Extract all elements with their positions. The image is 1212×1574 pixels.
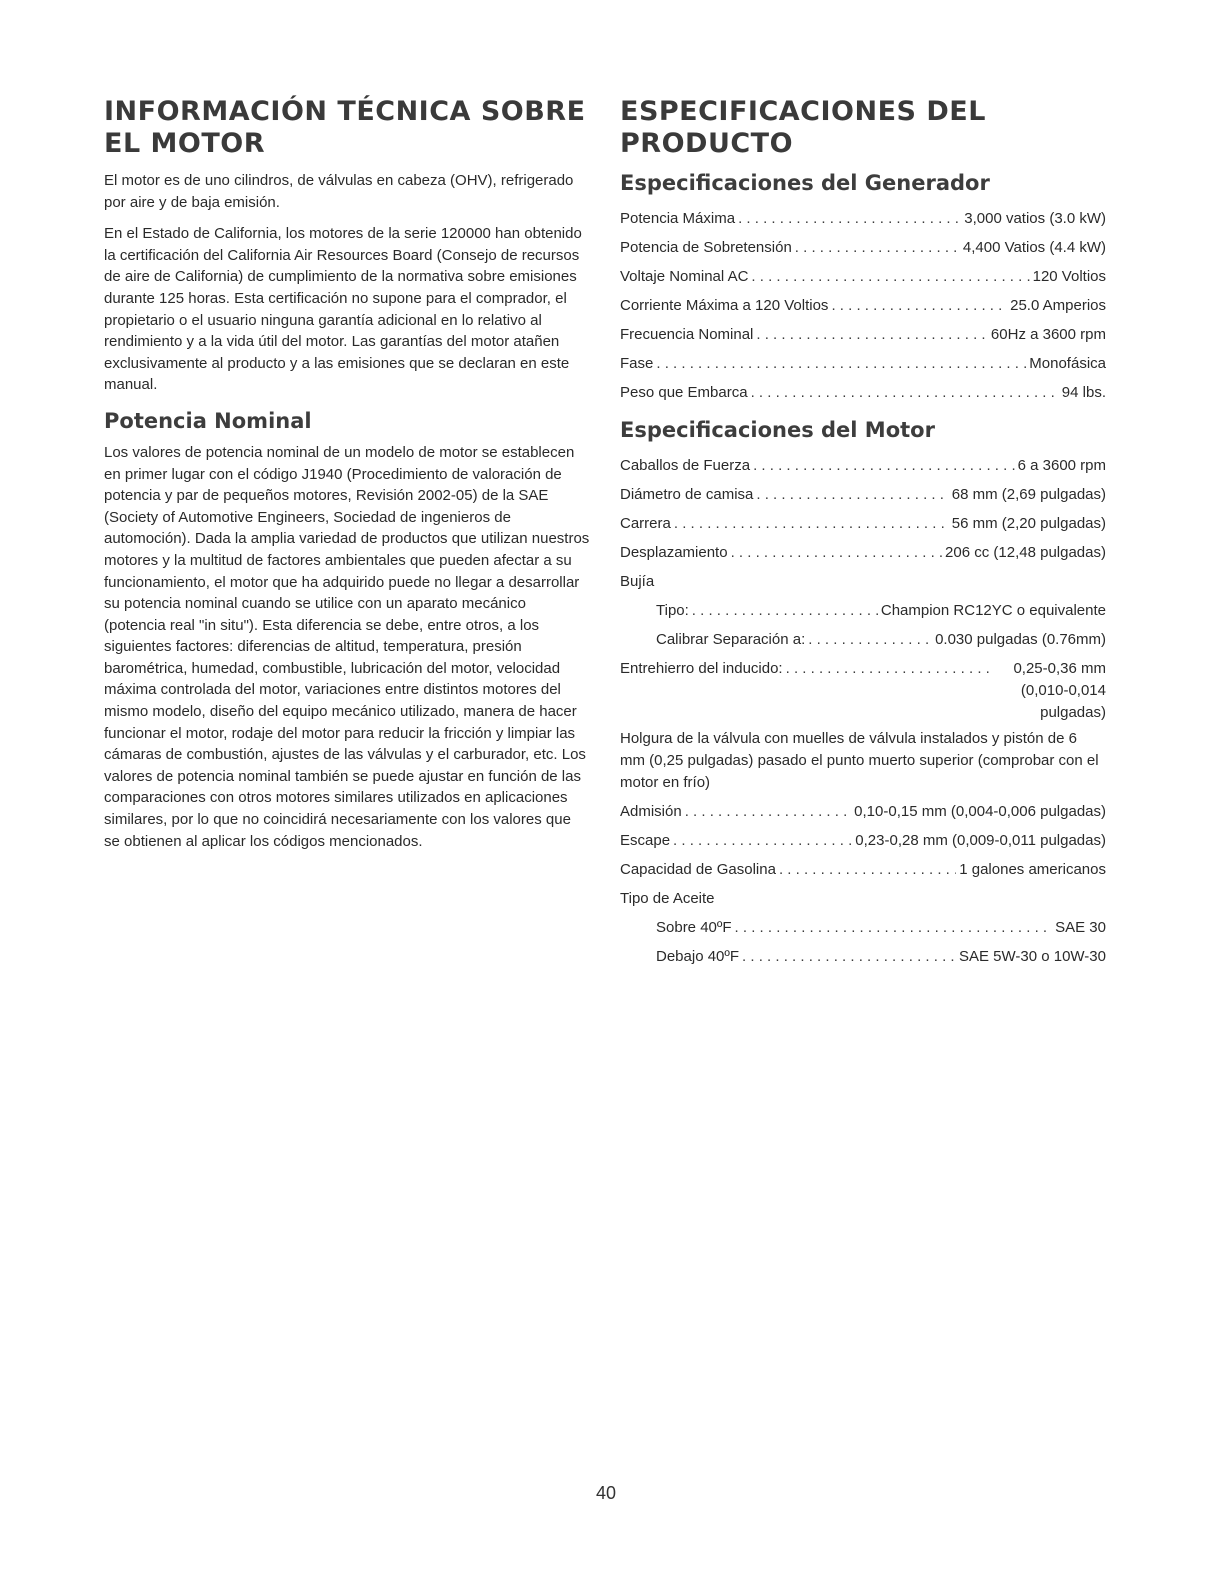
spec-row xyxy=(620,509,1106,538)
spec-value: 6 a 3600 rpm xyxy=(1017,457,1106,474)
spec-row xyxy=(620,451,1106,480)
nominal-power-title: Potencia Nominal xyxy=(104,408,312,433)
spec-row xyxy=(620,797,1106,826)
motor-specs-title: Especificaciones del Motor xyxy=(620,418,935,442)
california-certification-paragraph: En el Estado de California, los motores de la serie 120000 han obtenido la certificación del California Air Resources Board (Consejo de recursos de aire de California) de cumplimiento de la normativa sobre emisiones durante 125 horas. Esta certificación no supone para el comprador, el propietario o el usuario ninguna garantía adicional en lo relativo al rendimiento y a la vida útil del motor. Las garantías del motor atañen exclusivamente al producto y a las emisiones que se declaran en este manual. xyxy=(104,225,582,394)
engine-info-title: INFORMACIÓN TÉCNICA SOBRE EL MOTOR xyxy=(104,96,586,159)
spec-value: 4,400 Vatios (4.4 kW) xyxy=(962,239,1106,256)
spec-row-armature-gap xyxy=(620,654,1106,724)
spec-value: 60Hz a 3600 rpm xyxy=(990,326,1106,343)
product-specs-title: ESPECIFICACIONES DEL PRODUCTO xyxy=(620,96,986,159)
spec-row xyxy=(620,291,1106,320)
spec-row xyxy=(620,538,1106,567)
spec-row xyxy=(620,480,1106,509)
spec-label: Carrera xyxy=(620,515,671,532)
spec-label: Diámetro de camisa xyxy=(620,486,754,503)
spec-value: 0,25-0,36 mm (0,010-0,014 pulgadas) xyxy=(1013,660,1106,721)
spec-label: Desplazamiento xyxy=(620,544,728,561)
spec-label: Corriente Máxima a 120 Voltios xyxy=(620,297,829,314)
spec-label: Capacidad de Gasolina xyxy=(620,861,776,878)
spec-row xyxy=(620,625,1106,654)
oil-type-label: Tipo de Aceite xyxy=(620,890,715,907)
spec-label: Admisión xyxy=(620,803,682,820)
valve-clearance-note: Holgura de la válvula con muelles de válvula instalados y pistón de 6 mm (0,25 pulgadas) pasado el punto muerto superior (comprobar con el motor en frío) xyxy=(620,730,1099,791)
nominal-power-paragraph: Los valores de potencia nominal de un modelo de motor se establecen en primer lugar con el código J1940 (Procedimiento de valoración de potencia y par de pequeños motores, Revisión 2002-05) de la SAE (Society of Automotive Engineers, Sociedad de ingenieros de automoción). Dada la amplia variedad de productos que utilizan nuestros motores y la multitud de factores ambientales que pueden afectar a su funcionamiento, el motor que ha adquirido puede no llegar a desarrollar su potencia nominal cuando se utilice con un aparato mecánico (potencia real "in situ"). Esta diferencia se debe, entre otros, a los siguientes factores: diferencias de altitud, temperatura, presión barométrica, humedad, combustible, lubricación del motor, velocidad máxima controlada del motor, variaciones entre distintos motores del mismo modelo, diseño del equipo mecánico utilizado, manera de hacer funcionar el motor, rodaje del motor para reducir la fricción y limpiar las cámaras de combustión, ajustes de las válvulas y el carburador, etc. Los valores de potencia nominal también se puede ajustar en función de las comparaciones con otros motores similares utilizados en aplicaciones similares, por lo que no coincidirá necesariamente con los valores que se obtienen al aplicar los códigos mencionados. xyxy=(104,443,590,850)
spec-value: 56 mm (2,20 pulgadas) xyxy=(951,515,1106,532)
spec-row xyxy=(620,349,1106,378)
spec-value: 3,000 vatios (3.0 kW) xyxy=(964,210,1106,227)
spec-row xyxy=(620,855,1106,884)
spec-row xyxy=(620,826,1106,855)
spec-value: 94 lbs. xyxy=(1061,384,1106,401)
spec-label: Calibrar Separación a: xyxy=(656,631,806,648)
spec-label: Sobre 40ºF xyxy=(656,919,732,936)
spec-row xyxy=(620,913,1106,942)
spec-value: 68 mm (2,69 pulgadas) xyxy=(951,486,1106,503)
spec-value: 0,10-0,15 mm (0,004-0,006 pulgadas) xyxy=(854,803,1106,820)
spec-label: Tipo: xyxy=(656,602,689,619)
engine-description-paragraph: El motor es de uno cilindros, de válvulas en cabeza (OHV), refrigerado por aire y de baja emisión. xyxy=(104,172,574,211)
spec-value: Champion RC12YC o equivalente xyxy=(880,602,1106,619)
motor-specs-list xyxy=(620,451,1106,971)
engine-info-column xyxy=(104,96,590,862)
spec-value: 1 galones americanos xyxy=(959,861,1106,878)
spec-row xyxy=(620,378,1106,407)
spec-row xyxy=(620,942,1106,971)
spec-value: SAE 5W-30 o 10W-30 xyxy=(958,948,1106,965)
spec-value: Monofásica xyxy=(1029,355,1106,372)
spec-row xyxy=(620,596,1106,625)
spec-value: 0,23-0,28 mm (0,009-0,011 pulgadas) xyxy=(855,832,1106,849)
spec-label: Frecuencia Nominal xyxy=(620,326,754,343)
spec-value: SAE 30 xyxy=(1055,919,1106,936)
spec-row xyxy=(620,262,1106,291)
spec-value: 25.0 Amperios xyxy=(1010,297,1106,314)
page-number: 40 xyxy=(595,1483,617,1503)
spec-value: 206 cc (12,48 pulgadas) xyxy=(945,544,1106,561)
product-specs-column xyxy=(620,96,1106,971)
spec-label: Escape xyxy=(620,832,671,849)
spec-label: Potencia Máxima xyxy=(620,210,736,227)
spec-value: 120 Voltios xyxy=(1032,268,1106,285)
generator-specs-title: Especificaciones del Generador xyxy=(620,171,990,195)
spec-label: Voltaje Nominal AC xyxy=(620,268,749,285)
spec-row xyxy=(620,320,1106,349)
spec-value: 0.030 pulgadas (0.76mm) xyxy=(935,631,1106,648)
spec-row xyxy=(620,233,1106,262)
spec-label: Caballos de Fuerza xyxy=(620,457,751,474)
spec-label: Fase xyxy=(620,355,654,372)
spec-label: Potencia de Sobretensión xyxy=(620,239,792,256)
generator-specs-list xyxy=(620,204,1106,407)
spec-label: Peso que Embarca xyxy=(620,384,748,401)
spec-label: Entrehierro del inducido: xyxy=(620,660,783,677)
spec-label: Debajo 40ºF xyxy=(656,948,740,965)
spec-row xyxy=(620,204,1106,233)
spark-plug-label: Bujía xyxy=(620,573,655,590)
